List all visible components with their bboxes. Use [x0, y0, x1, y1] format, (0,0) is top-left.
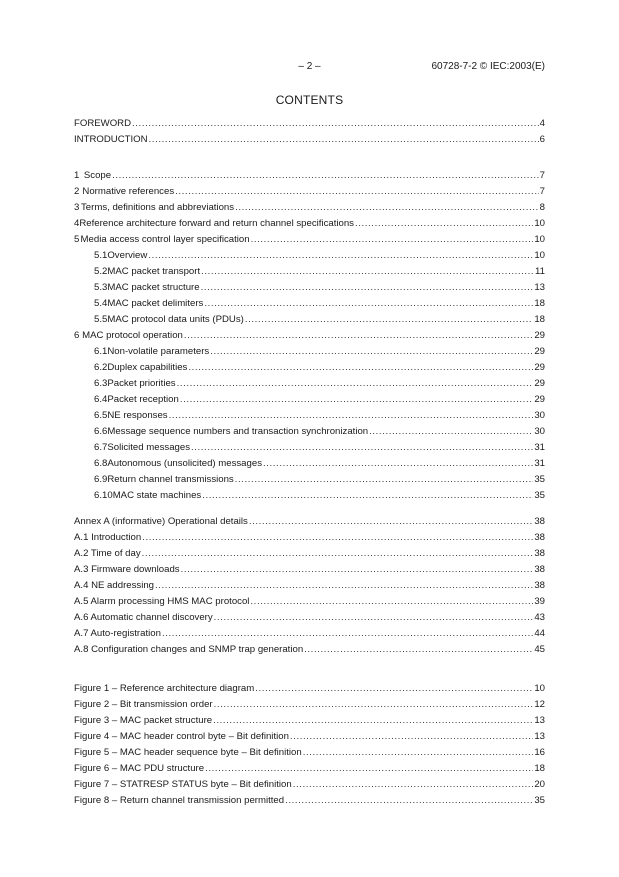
toc-entry-title: Figure 3 – MAC packet structure [74, 715, 213, 726]
page-number: – 2 – [298, 61, 321, 72]
dot-leader [175, 184, 539, 200]
toc-entry-number: 6.2 [94, 362, 108, 373]
toc-entry-title: Return channel transmissions [107, 474, 234, 485]
toc-entry-page: 10 [534, 250, 545, 261]
toc-entry-page: 13 [534, 731, 545, 742]
toc-entry-title: NE responses [107, 410, 168, 421]
toc-entry[interactable] [74, 578, 545, 594]
toc-entry-page: 10 [534, 234, 545, 245]
dot-leader [132, 116, 539, 132]
toc-entry-page: 35 [534, 474, 545, 485]
toc-entry-title: Message sequence numbers and transaction synchronization [107, 426, 369, 437]
toc-entry-page: 38 [534, 548, 545, 559]
toc-entry[interactable] [74, 116, 545, 132]
toc-entry-page: 31 [534, 458, 545, 469]
toc-entry-page: 20 [534, 779, 545, 790]
dot-leader [162, 626, 533, 642]
dot-leader [184, 328, 533, 344]
toc-entry-number: 5.4 [94, 298, 108, 309]
toc-entry-number: 6.6 [94, 426, 108, 437]
toc-entry[interactable] [74, 376, 545, 392]
toc-entry-page: 29 [534, 346, 545, 357]
dot-leader [148, 248, 533, 264]
document-id: 60728-7-2 © IEC:2003(E) [431, 61, 545, 72]
toc-entry-title: Figure 1 – Reference architecture diagram [74, 683, 255, 694]
toc-entry-number: 5.3 [94, 282, 108, 293]
toc-entry[interactable] [74, 472, 545, 488]
toc-entry-number: 6.8 [94, 458, 108, 469]
toc-entry[interactable] [74, 626, 545, 642]
toc-entry-title: Autonomous (unsolicited) messages [107, 458, 262, 469]
toc-entry-page: 18 [534, 298, 545, 309]
toc-entry-title: A.7 Auto-registration [74, 628, 161, 639]
toc-entry[interactable] [74, 546, 545, 562]
toc-entry[interactable] [74, 713, 545, 729]
toc-group-figures [74, 681, 545, 809]
dot-leader [149, 132, 539, 148]
toc-entry-number: 5 [74, 234, 80, 245]
toc-entry-page: 39 [534, 596, 545, 607]
dot-leader [142, 546, 534, 562]
dot-leader [210, 344, 533, 360]
toc-group-front-matter [74, 116, 545, 148]
dot-leader [188, 360, 533, 376]
toc-entry-title: Overview [107, 250, 148, 261]
toc-entry-number: 6.9 [94, 474, 108, 485]
toc-entry[interactable] [74, 793, 545, 809]
toc-entry[interactable] [74, 232, 545, 248]
dot-leader [369, 424, 533, 440]
dot-leader [202, 488, 533, 504]
toc-entry[interactable] [74, 280, 545, 296]
toc-entry-title: FOREWORD [74, 118, 132, 129]
dot-leader [180, 392, 534, 408]
dot-leader [112, 168, 539, 184]
dot-leader [249, 514, 533, 530]
dot-leader [181, 562, 534, 578]
toc-entry[interactable] [74, 530, 545, 546]
toc-entry-title: Figure 4 – MAC header control byte – Bit definition [74, 731, 289, 742]
toc-entry-title: Duplex capabilities [107, 362, 188, 373]
dot-leader [290, 729, 533, 745]
toc-entry[interactable] [74, 248, 545, 264]
toc-entry-page: 7 [539, 170, 545, 181]
dot-leader [263, 456, 533, 472]
toc-entry-page: 31 [534, 442, 545, 453]
toc-entry-page: 43 [534, 612, 545, 623]
dot-leader [155, 578, 533, 594]
toc-entry-title: Media access control layer specification [80, 234, 250, 245]
toc-entry-page: 8 [539, 202, 545, 213]
toc-entry-title: MAC protocol data units (PDUs) [107, 314, 244, 325]
dot-leader [201, 280, 534, 296]
toc-entry[interactable] [74, 745, 545, 761]
toc-entry[interactable] [74, 440, 545, 456]
toc-entry-number: 6.1 [94, 346, 108, 357]
dot-leader [285, 793, 533, 809]
toc-entry[interactable] [74, 610, 545, 626]
toc-entry-page: 38 [534, 532, 545, 543]
toc-entry-number: 3 [74, 202, 80, 213]
toc-entry-number: 2 [74, 186, 80, 197]
toc-entry[interactable] [74, 360, 545, 376]
toc-entry[interactable] [74, 344, 545, 360]
toc-group-annex [74, 514, 545, 658]
toc-entry-page: 10 [534, 218, 545, 229]
toc-entry-page: 13 [534, 282, 545, 293]
toc-entry[interactable] [74, 296, 545, 312]
toc-entry-page: 16 [534, 747, 545, 758]
toc-entry-page: 45 [534, 644, 545, 655]
toc-entry-title: Annex A (informative) Operational details [74, 516, 248, 527]
toc-entry[interactable] [74, 132, 545, 148]
dot-leader [293, 777, 534, 793]
toc-entry-title: Terms, definitions and abbreviations [81, 202, 235, 213]
toc-group-clauses [74, 168, 545, 504]
page-title: CONTENTS [275, 93, 344, 107]
toc-entry-number: 1 [74, 170, 80, 181]
toc-entry-page: 30 [534, 410, 545, 421]
dot-leader [142, 530, 533, 546]
toc-entry-page: 29 [534, 330, 545, 341]
toc-entry-page: 4 [539, 118, 545, 129]
toc-entry-page: 35 [534, 490, 545, 501]
dot-leader [177, 376, 534, 392]
toc-entry[interactable] [74, 456, 545, 472]
toc-entry-number: 6.5 [94, 410, 108, 421]
toc-entry[interactable] [74, 562, 545, 578]
toc-entry-page: 29 [534, 362, 545, 373]
toc-entry-title: Reference architecture forward and return channel specifications [79, 218, 354, 229]
toc-entry[interactable] [74, 328, 545, 344]
toc-entry[interactable] [74, 408, 545, 424]
toc-entry-title: MAC packet delimiters [107, 298, 204, 309]
dot-leader [304, 642, 533, 658]
toc-entry-title: A.4 NE addressing [74, 580, 154, 591]
toc-entry-page: 30 [534, 426, 545, 437]
dot-leader [245, 312, 533, 328]
toc-entry-page: 35 [534, 795, 545, 806]
toc-entry[interactable] [74, 392, 545, 408]
toc-entry-title: Non-volatile parameters [107, 346, 210, 357]
toc-entry-number: 5.1 [94, 250, 108, 261]
toc-entry-title: Figure 7 – STATRESP STATUS byte – Bit definition [74, 779, 292, 790]
toc-entry-title: A.3 Firmware downloads [74, 564, 180, 575]
dot-leader [235, 472, 534, 488]
dot-leader [214, 610, 534, 626]
toc-entry[interactable] [74, 312, 545, 328]
dot-leader [205, 761, 533, 777]
toc-entry-title: MAC protocol operation [82, 330, 183, 341]
page-header [74, 61, 545, 75]
toc-entry-number: 4 [74, 218, 80, 229]
toc-entry-number: 6.7 [94, 442, 108, 453]
toc-entry-number: 6.4 [94, 394, 108, 405]
dot-leader [169, 408, 534, 424]
toc-entry[interactable] [74, 777, 545, 793]
toc-entry-title: Figure 2 – Bit transmission order [74, 699, 213, 710]
toc-entry-number: 5.2 [94, 266, 108, 277]
toc-entry-page: 38 [534, 564, 545, 575]
toc-entry[interactable] [74, 697, 545, 713]
dot-leader [214, 697, 534, 713]
toc-entry[interactable] [74, 729, 545, 745]
dot-leader [251, 232, 534, 248]
toc-entry-page: 29 [534, 394, 545, 405]
toc-entry-page: 44 [534, 628, 545, 639]
toc-entry-title: Figure 8 – Return channel transmission permitted [74, 795, 285, 806]
toc-entry-page: 18 [534, 314, 545, 325]
toc-entry-title: A.8 Configuration changes and SNMP trap generation [74, 644, 304, 655]
toc-entry-page: 18 [534, 763, 545, 774]
toc-entry[interactable] [74, 216, 545, 232]
toc-entry-title: Figure 6 – MAC PDU structure [74, 763, 205, 774]
toc-entry[interactable] [74, 514, 545, 530]
toc-entry-title: MAC packet transport [107, 266, 201, 277]
toc-entry-page: 10 [534, 683, 545, 694]
toc-entry-title: MAC state machines [112, 490, 202, 501]
toc-entry-page: 7 [539, 186, 545, 197]
toc-entry[interactable] [74, 594, 545, 610]
toc-entry-title: A.5 Alarm processing HMS MAC protocol [74, 596, 250, 607]
toc-entry[interactable] [74, 761, 545, 777]
toc-entry-number: 6.3 [94, 378, 108, 389]
toc-entry-title: A.1 Introduction [74, 532, 142, 543]
toc-entry-page: 13 [534, 715, 545, 726]
toc-entry-title: A.2 Time of day [74, 548, 141, 559]
toc-entry[interactable] [74, 424, 545, 440]
toc-entry-title: INTRODUCTION [74, 134, 148, 145]
toc-entry-number: 5.5 [94, 314, 108, 325]
toc-entry-title: MAC packet structure [107, 282, 200, 293]
toc-entry-title: Scope [83, 170, 112, 181]
toc-entry[interactable] [74, 488, 545, 504]
toc-entry-page: 38 [534, 516, 545, 527]
dot-leader [355, 216, 533, 232]
toc-entry-page: 11 [535, 266, 545, 277]
toc-entry-page: 38 [534, 580, 545, 591]
toc-entry-page: 6 [539, 134, 545, 145]
toc-entry-number: 6 [74, 330, 80, 341]
dot-leader [250, 594, 533, 610]
toc-entry-page: 12 [534, 699, 545, 710]
toc-entry[interactable] [74, 681, 545, 697]
toc-entry-page: 29 [534, 378, 545, 389]
dot-leader [235, 200, 539, 216]
toc-entry-title: A.6 Automatic channel discovery [74, 612, 213, 623]
toc-entry[interactable] [74, 168, 545, 184]
toc-entry[interactable] [74, 184, 545, 200]
toc-entry-title: Normative references [82, 186, 175, 197]
toc-entry-title: Figure 5 – MAC header sequence byte – Bit definition [74, 747, 302, 758]
toc-entry-title: Solicited messages [107, 442, 190, 453]
toc-entry-number: 6.10 [94, 490, 113, 501]
dot-leader [191, 440, 533, 456]
toc-entry[interactable] [74, 264, 545, 280]
dot-leader [255, 681, 533, 697]
toc-entry[interactable] [74, 200, 545, 216]
toc-entry-title: Packet priorities [107, 378, 176, 389]
toc-entry[interactable] [74, 642, 545, 658]
dot-leader [201, 264, 534, 280]
dot-leader [303, 745, 534, 761]
toc-entry-title: Packet reception [107, 394, 179, 405]
dot-leader [204, 296, 533, 312]
dot-leader [213, 713, 533, 729]
